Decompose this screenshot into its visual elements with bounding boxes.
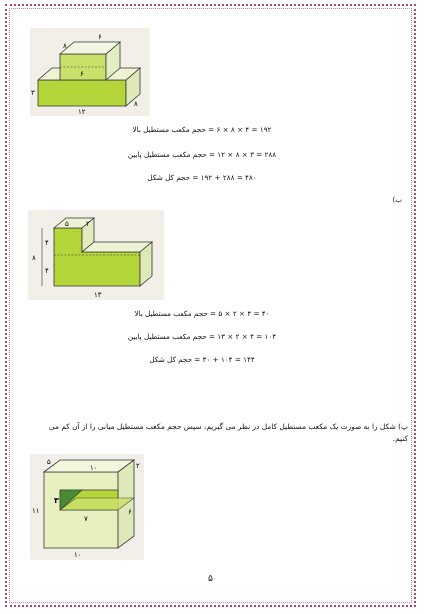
fig3-label-left: ۱۱ — [32, 507, 40, 515]
figure-stepped-prism-1 — [30, 28, 150, 116]
fig2-label-left-bottom: ۴ — [45, 267, 49, 275]
fig1-label-bottom: ۱۲ — [78, 108, 86, 116]
page-number: ۵ — [208, 574, 213, 584]
equation-1-1: ۱۹۲ = ۴ × ۸ × ۶ = حجم مکعب مستطیل بالا — [132, 125, 272, 134]
fig1-label-right-depth: ۸ — [134, 100, 138, 108]
fig2-label-bottom: ۱۳ — [94, 291, 102, 299]
part-p-text: پ) شکل را به صورت یک مکعب مستطیل کامل در نظر می گیریم، سپس حجم مکعب مستطیل میانی را از آن کم می کنیم. — [48, 422, 408, 443]
equation-2-1: ۴۰ = ۴ × ۲ × ۵ = حجم مکعب مستطیل بالا — [134, 309, 270, 318]
fig3-label-inner: ۳ — [54, 496, 59, 505]
fig1-label-left-depth: ۸ — [63, 42, 67, 50]
fig1-label-mid: ۶ — [80, 70, 84, 78]
figure-l-prism-2 — [28, 210, 164, 300]
fig2-label-left-total: ۸ — [32, 254, 36, 262]
equation-1-2: ۲۸۸ = ۳ × ۸ × ۱۲ = حجم مکعب مستطیل پایین — [127, 150, 277, 159]
fig3-label-inner-bottom: ۷ — [84, 515, 88, 523]
fig2-label-top-d: ۲ — [86, 220, 90, 228]
fig3-label-top-right: ۲ — [136, 462, 140, 470]
equation-2-2: ۱۰۴ = ۴ × ۲ × ۱۳ = حجم مکعب مستطیل پایین — [127, 332, 277, 341]
fig2-label-top-w: ۵ — [65, 220, 69, 228]
fig1-label-top-depth: ۶ — [98, 33, 102, 41]
part-b-label: ب) — [392, 195, 402, 204]
fig3-label-top: ۱۰ — [90, 464, 98, 472]
figure-hollow-prism-3 — [30, 454, 144, 560]
fig3-label-top-left: ۵ — [47, 458, 51, 466]
equation-1-3: ۴۸۰ = ۲۸۸ + ۱۹۲ = حجم کل شکل — [147, 173, 257, 182]
fig3-label-bottom: ۱۰ — [74, 551, 82, 559]
fig2-label-left-top: ۴ — [45, 239, 49, 247]
fig3-label-right: ۶ — [128, 508, 132, 516]
fig1-label-left-height: ۳ — [31, 89, 35, 97]
equation-2-3: ۱۴۴ = ۱۰۴ + ۴۰ = حجم کل شکل — [149, 355, 255, 364]
